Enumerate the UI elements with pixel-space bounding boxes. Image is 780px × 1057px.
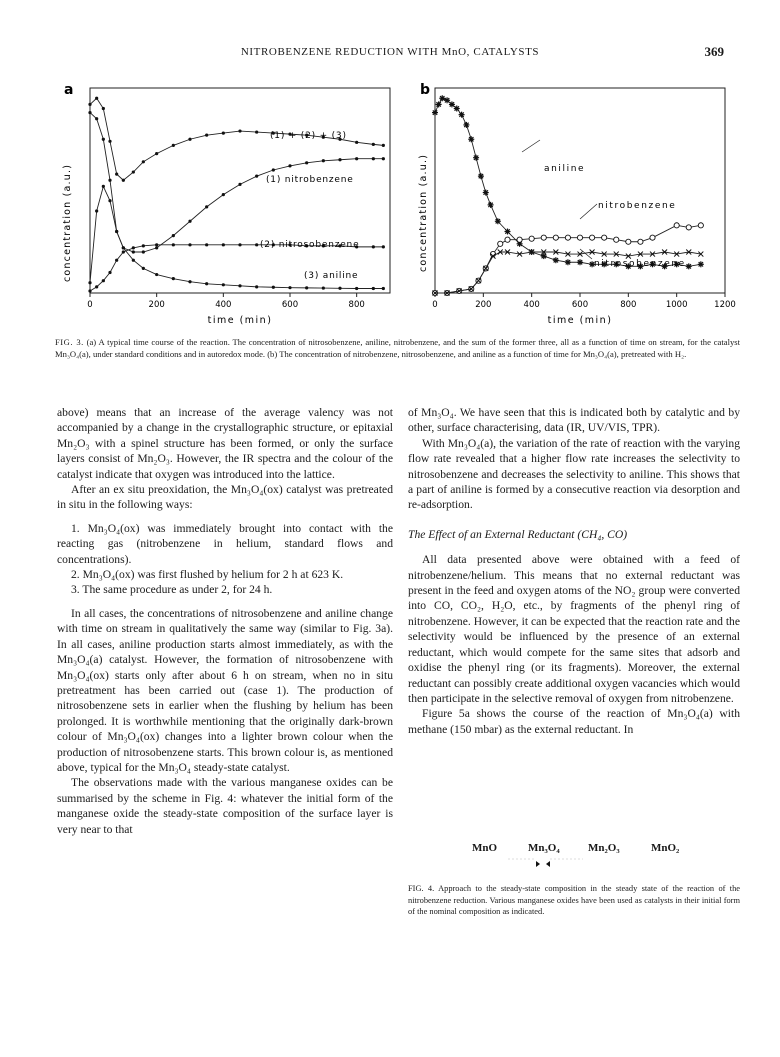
panel-b-data-point	[529, 236, 534, 241]
panel-a-data-point	[338, 287, 341, 290]
panel-a-data-point	[108, 199, 111, 202]
panel-a-data-point	[172, 234, 175, 237]
panel-a-data-point	[322, 286, 325, 289]
panel-a	[62, 82, 390, 326]
panel-a-data-point	[95, 117, 98, 120]
panel-a-curve-labels	[260, 131, 359, 281]
panel-a-label: a	[64, 82, 74, 98]
panel-a-data-point	[372, 245, 375, 248]
panel-a-data-point	[322, 159, 325, 162]
right-column	[408, 405, 740, 737]
figure-4	[408, 842, 740, 878]
panel-a-data-point	[142, 250, 145, 253]
panel-a-data-point	[132, 250, 135, 253]
panel-a-data-point	[122, 179, 125, 182]
panel-b-data-point	[478, 173, 484, 179]
panel-a-data-point	[155, 243, 158, 246]
left-column	[57, 405, 393, 837]
panel-a-data-point	[372, 287, 375, 290]
curve-label-nitrosobenzene: (2) nitrosobenzene	[260, 240, 360, 250]
panel-a-xticks	[87, 293, 364, 310]
curve-label-sum: (1) + (2) + (3)	[270, 131, 347, 141]
right-paragraph-2: With Mn₃O₄(a), the variation of the rate of reaction with the varying flow rate revealed that a higher flow rate increases the selectivity to nitrosobenzene and decreases the selectivity to aniline. This shows that a part of aniline is formed by a consecutive reaction via desorption and re-adsorption.	[408, 436, 740, 512]
right-paragraph-1: of Mn₃O₄. We have seen that this is indicated both by catalytic and by other, surface characterising, data (IR, UV/VIS, TPR).	[408, 406, 740, 435]
panel-a-data-point	[355, 287, 358, 290]
page-header	[0, 44, 780, 64]
right-paragraph-3: All data presented above were obtained with a feed of nitrobenzene/helium. This means that no external reductant was present in the feed and oxygen atoms of the NO₂ group were converted into CO, CO₂, H₂O, etc., by fragments of the phenyl ring of nitrobenzene. However, it can be expected that the reaction rate and the selectivity would be influenced by the presence of an external reductant, which would compete for the same sites that adsorb and oxidise the phenyl ring (or its fragments). Moreover, the external reductant can possibly create additional oxygen vacancies which would then participate in the selective removal of oxygen from nitrobenzene.	[408, 553, 740, 705]
panel-b-data-point	[553, 257, 559, 263]
panel-b-data-point	[577, 235, 582, 240]
panel-a-data-point	[205, 205, 208, 208]
panel-a-data-point	[382, 157, 385, 160]
panel-b-data-point	[463, 122, 469, 128]
panel-a-data-point	[222, 132, 225, 135]
page-number: 369	[704, 44, 724, 59]
curve-label-nitrobenzene-b: nitrobenzene	[598, 201, 677, 211]
panel-a-data-point	[115, 259, 118, 262]
panel-b-data-point	[473, 155, 479, 161]
panel-b-xtick-label: 1000	[665, 300, 688, 310]
panel-a-data-point	[382, 245, 385, 248]
panel-a-xtick-label: 400	[215, 300, 232, 310]
panel-a-xtick-label: 200	[148, 300, 165, 310]
panel-b-data-point	[698, 223, 703, 228]
panel-b-data-point	[436, 101, 442, 107]
arrow-left-head	[546, 861, 550, 867]
panel-b-data-point	[650, 235, 655, 240]
panel-a-data-point	[188, 138, 191, 141]
figure-3	[52, 82, 742, 332]
curve-label-nitrobenzene: (1) nitrobenzene	[266, 175, 354, 185]
panel-a-frame	[90, 88, 390, 293]
panel-b-data-point	[686, 225, 691, 230]
curve-label-aniline-b: aniline	[544, 164, 586, 174]
panel-b-xtick-label: 800	[620, 300, 637, 310]
panel-a-data-point	[372, 157, 375, 160]
panel-b-xtick-label: 0	[432, 300, 438, 310]
figure-3-caption-label: FIG. 3.	[55, 337, 84, 347]
panel-a-data-point	[155, 246, 158, 249]
panel-a-data-point	[122, 250, 125, 253]
panel-a-data-point	[132, 259, 135, 262]
panel-b-data-point	[517, 237, 522, 242]
panel-a-xlabel: time (min)	[207, 315, 273, 326]
list-item-3: 3. The same procedure as under 2, for 24 h.	[71, 583, 273, 597]
arrow-right-head	[536, 861, 540, 867]
figure-4-caption-label: FIG. 4.	[408, 884, 435, 893]
left-paragraph-4: The observations made with the various manganese oxides can be summarised by the scheme in Fig. 4: whatever the initial form of the manganese oxide the steady-state composition of the surface layer is very near to that	[57, 776, 393, 836]
running-title: NITROBENZENE REDUCTION WITH MnO, CATALYSTS	[240, 46, 540, 58]
panel-a-data-point	[382, 144, 385, 147]
figure-4-arrows	[408, 842, 740, 878]
panel-a-data-point	[355, 141, 358, 144]
panel-a-data-point	[108, 140, 111, 143]
panel-a-data-point	[238, 243, 241, 246]
oxide-mn3o4: Mn₃O₄	[528, 842, 560, 854]
panel-a-data-point	[255, 130, 258, 133]
panel-b-data-point	[686, 263, 692, 269]
panel-b-data-point	[483, 190, 489, 196]
panel-a-data-point	[288, 286, 291, 289]
panel-a-data-point	[222, 283, 225, 286]
panel-a-data-point	[355, 157, 358, 160]
panel-b-data-point	[444, 97, 450, 103]
panel-a-data-point	[88, 103, 91, 106]
figure-3-svg	[52, 82, 742, 332]
panel-b-data-point	[602, 235, 607, 240]
panel-b-data-point	[449, 101, 455, 107]
panel-a-xtick-label: 600	[281, 300, 299, 310]
panel-a-data-point	[88, 281, 91, 284]
panel-b-data-point	[614, 237, 619, 242]
panel-b-data-point	[432, 110, 438, 116]
panel-b-data-point	[468, 136, 474, 142]
panel-b-data-point	[541, 235, 546, 240]
panel-a-data-point	[155, 152, 158, 155]
left-paragraph-1: above) means that an increase of the average valency was not accompanied by a change in the crystallographic structure, or epitaxial Mn₂O₃ with a spinel structure has been formed, or only the surface layers consist of Mn₂O₃. However, the IR spectra and the colour of the catalyst indicate that oxygen was introduced into the lattice.	[57, 406, 393, 481]
panel-a-data-point	[305, 161, 308, 164]
panel-a-data-point	[142, 244, 145, 247]
panel-a-data-point	[382, 287, 385, 290]
panel-b-data-point	[459, 112, 465, 118]
panel-a-data-point	[108, 179, 111, 182]
panel-a-data-point	[172, 243, 175, 246]
panel-b-xticks	[432, 293, 736, 310]
panel-b-data-point	[498, 241, 503, 246]
panel-b	[418, 82, 736, 326]
list-item-1: 1. Mn₃O₄(ox) was immediately brought into contact with the reacting gas (nitrobenzene in helium, standard flows and concentrations).	[57, 521, 393, 566]
panel-a-data-point	[272, 286, 275, 289]
panel-b-xtick-label: 1200	[714, 300, 736, 310]
panel-a-data-point	[115, 230, 118, 233]
panel-b-data-point	[577, 259, 583, 265]
panel-a-data-point	[188, 220, 191, 223]
figure-3-caption	[55, 336, 740, 360]
panel-a-data-point	[88, 289, 91, 292]
panel-b-data-point	[454, 106, 460, 112]
panel-a-data-point	[95, 97, 98, 100]
section-subheading: The Effect of an External Reductant (CH₄, CO)	[408, 527, 628, 541]
panel-a-data-point	[255, 175, 258, 178]
curve-label-aniline: (3) aniline	[304, 271, 359, 281]
right-paragraph-4: Figure 5a shows the course of the reaction of Mn₃O₄(a) with methane (150 mbar) as the external reductant. In	[408, 707, 740, 736]
panel-a-data-point	[102, 185, 105, 188]
panel-a-data-point	[222, 243, 225, 246]
panel-a-data-point	[115, 173, 118, 176]
panel-b-data-point	[505, 237, 510, 242]
panel-a-data-point	[102, 107, 105, 110]
panel-b-data-point	[674, 223, 679, 228]
panel-b-label: b	[420, 82, 431, 98]
list-item-2: 2. Mn₃O₄(ox) was first flushed by helium for 2 h at 623 K.	[71, 568, 344, 582]
panel-b-data-point	[553, 235, 558, 240]
panel-a-data-point	[132, 170, 135, 173]
panel-a-data-point	[142, 267, 145, 270]
panel-b-xtick-label: 400	[523, 300, 540, 310]
panel-a-data-point	[155, 273, 158, 276]
panel-b-xlabel: time (min)	[547, 315, 613, 326]
oxide-mn2o3: Mn₂O₃	[588, 842, 620, 854]
panel-a-data-point	[238, 183, 241, 186]
panel-a-data-point	[142, 160, 145, 163]
panel-a-xtick-label: 0	[87, 300, 93, 310]
panel-a-data-point	[172, 144, 175, 147]
panel-a-data-point	[188, 243, 191, 246]
panel-a-data-point	[288, 164, 291, 167]
panel-a-data-point	[272, 168, 275, 171]
panel-a-data-point	[122, 246, 125, 249]
panel-a-data-point	[238, 284, 241, 287]
panel-a-series	[88, 97, 385, 293]
panel-a-data-point	[172, 277, 175, 280]
panel-a-data-point	[205, 282, 208, 285]
aniline-leader	[522, 140, 540, 152]
panel-a-data-point	[95, 285, 98, 288]
panel-a-data-point	[132, 246, 135, 249]
left-paragraph-3: In all cases, the concentrations of nitrosobenzene and aniline change with time on stream in qualitatively the same way (similar to Fig. 3a). In all cases, aniline production starts almost immediately, as with the Mn₃O₄(a) catalyst. However, the formation of nitrosobenzene with Mn₃O₄(ox) starts only after about 6 h on stream, when no in situ pretreatment has been carried out (case 1). The production of nitrosobenzene sets in earlier when the flushing by helium has been prolonged. It is worthwhile mentioning that the originally dark-brown colour of Mn₃O₄(ox) changes into a lighter brown colour when the production of nitrosobenzene starts. This brown colour is, as mentioned above, typical for the Mn₃O₄ steady-state catalyst.	[57, 606, 393, 774]
panel-a-data-point	[238, 129, 241, 132]
oxide-mno2: MnO₂	[651, 842, 680, 854]
panel-a-data-point	[88, 111, 91, 114]
panel-b-data-point	[505, 229, 511, 235]
panel-b-data-point	[626, 239, 631, 244]
panel-b-data-point	[565, 235, 570, 240]
panel-a-data-point	[108, 271, 111, 274]
panel-a-data-point	[205, 134, 208, 137]
panel-b-data-point	[698, 261, 704, 267]
panel-b-data-point	[495, 218, 501, 224]
panel-a-data-point	[255, 243, 258, 246]
panel-a-data-point	[102, 138, 105, 141]
curve-label-nitrosobenzene-b: nitrosobenzene	[594, 259, 686, 269]
panel-b-xtick-label: 600	[571, 300, 589, 310]
panel-b-data-point	[638, 239, 643, 244]
panel-a-data-point	[305, 286, 308, 289]
panel-a-data-point	[205, 243, 208, 246]
panel-a-data-point	[338, 158, 341, 161]
figure-4-caption	[408, 883, 740, 918]
panel-b-ylabel: concentration (a.u.)	[418, 153, 429, 272]
panel-a-data-point	[188, 280, 191, 283]
panel-b-curve-labels	[522, 140, 686, 269]
panel-a-xtick-label: 800	[348, 300, 365, 310]
panel-b-data-point	[589, 235, 594, 240]
nitrobenzene-leader	[580, 204, 597, 219]
panel-b-xtick-label: 200	[475, 300, 492, 310]
figure-4-caption-text: Approach to the steady-state composition in the steady state of the reaction of the nitrobenzene reduction. Various manganese oxides have been used as catalysts in their initial form of the nominal composition as indicated.	[408, 884, 740, 917]
panel-a-ylabel: concentration (a.u.)	[62, 163, 73, 282]
panel-b-data-point	[488, 202, 494, 208]
oxide-mno: MnO	[472, 842, 498, 854]
left-paragraph-2: After an ex situ preoxidation, the Mn₃O₄(ox) catalyst was pretreated in situ in the following ways:	[57, 483, 393, 512]
panel-a-data-point	[95, 209, 98, 212]
panel-a-data-point	[102, 279, 105, 282]
panel-b-series-line	[435, 98, 701, 266]
figure-3-caption-text: (a) A typical time course of the reaction. The concentration of nitrosobenzene, aniline, nitrobenzene, and the sum of the former three, all as a function of time on stream, for the catalyst Mn₃O₄(a), under standard conditions and in autoredox mode. (b) The concentration of nitrobenzene, nitrosobenzene, and aniline as a function of time for Mn₃O₄(a), pretreated with H₂.	[55, 337, 740, 359]
panel-a-data-point	[255, 285, 258, 288]
panel-b-data-point	[565, 259, 571, 265]
panel-a-data-point	[372, 143, 375, 146]
panel-a-data-point	[222, 193, 225, 196]
